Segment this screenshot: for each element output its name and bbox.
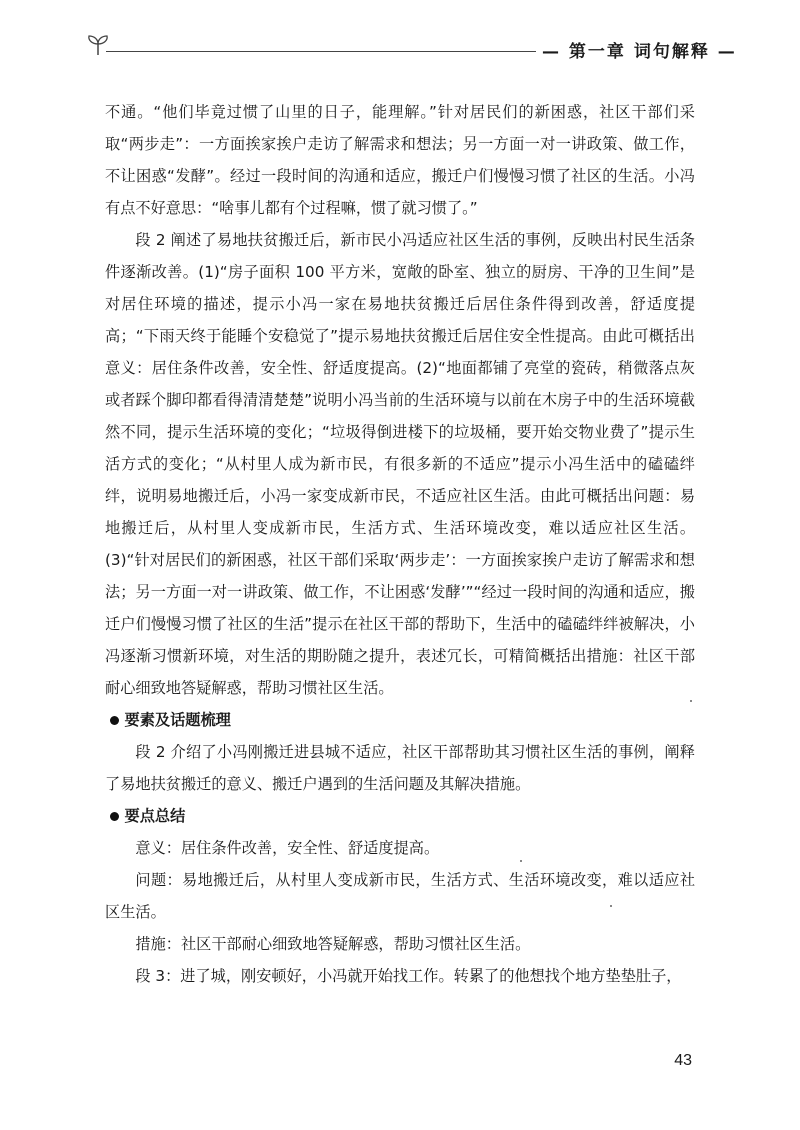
summary-measure: 措施：社区干部耐心细致地答疑解惑，帮助习惯社区生活。 (135, 935, 531, 953)
section-heading-summary (105, 800, 695, 832)
bullet-icon (110, 812, 119, 821)
chapter-title: — 第一章 词句解释 — (536, 37, 768, 62)
page-number: 43 (674, 1052, 692, 1069)
paragraph-three-start: 段 3：进了城，刚安顿好，小冯就开始找工作。转累了的他想找个地方垫垫肚子， (135, 967, 682, 985)
running-header (86, 34, 756, 64)
scan-speck (690, 700, 692, 702)
scan-speck (520, 860, 522, 862)
page-content (105, 96, 695, 992)
scan-speck (610, 905, 612, 907)
bullet-icon (110, 716, 119, 725)
section-heading-topics (105, 704, 695, 736)
summary-meaning: 意义：居住条件改善，安全性、舒适度提高。 (135, 839, 440, 857)
sprout-icon (86, 34, 110, 56)
header-rule-left (106, 51, 596, 52)
section-heading-summary-text: 要点总结 (124, 807, 186, 825)
summary-problem: 问题：易地搬迁后，从村里人变成新市民，生活方式、生活环境改变，难以适应社区生活。 (105, 871, 695, 921)
topics-paragraph: 段 2 介绍了小冯刚搬迁进县城不适应，社区干部帮助其习惯社区生活的事例，阐释了易地扶贫搬迁的意义、搬迁户遇到的生活问题及其解决措施。 (105, 743, 695, 793)
continuation-paragraph: 不通。“他们毕竟过惯了山里的日子，能理解。”针对居民们的新困惑，社区干部们采取“两步走”：一方面挨家挨户走访了解需求和想法；另一方面一对一讲政策、做工作，不让困惑“发酵”。经过一段时间的沟通和适应，搬迁户们慢慢习惯了社区的生活。小冯有点不好意思：“啥事儿都有个过程嘛，惯了就习惯了。” (105, 103, 695, 217)
section-heading-topics-text: 要素及话题梳理 (124, 711, 231, 729)
analysis-paragraph: 段 2 阐述了易地扶贫搬迁后，新市民小冯适应社区生活的事例，反映出村民生活条件逐渐改善。(1)“房子面积 100 平方米，宽敞的卧室、独立的厨房、干净的卫生间”是对居住环境的描述，提示小冯一家在易地扶贫搬迁后居住条件得到改善，舒适度提高；“下雨天终于能睡个安稳觉了”提示易地扶贫搬迁后居住安全性提高。由此可概括出意义：居住条件改善，安全性、舒适度提高。(2)“地面都铺了亮堂的瓷砖，稍微落点灰或者踩个脚印都看得清清楚楚”说明小冯当前的生活环境与以前在木房子中的生活环境截然不同，提示生活环境的变化；“垃圾得倒进楼下的垃圾桶，要开始交物业费了”提示生活方式的变化；“从村里人成为新市民，有很多新的不适应”提示小冯生活中的磕磕绊绊，说明易地搬迁后，小冯一家变成新市民，不适应社区生活。由此可概括出问题：易地搬迁后，从村里人变成新市民，生活方式、生活环境改变，难以适应社区生活。(3)“针对居民们的新困惑，社区干部们采取‘两步走’：一方面挨家挨户走访了解需求和想法；另一方面一对一讲政策、做工作，不让困惑‘发酵’”“经过一段时间的沟通和适应，搬迁户们慢慢习惯了社区的生活”提示在社区干部的帮助下，生活中的磕磕绊绊被解决，小冯逐渐习惯新环境，对生活的期盼随之提升，表述冗长，可精简概括出措施：社区干部耐心细致地答疑解惑，帮助习惯社区生活。 (105, 231, 695, 697)
